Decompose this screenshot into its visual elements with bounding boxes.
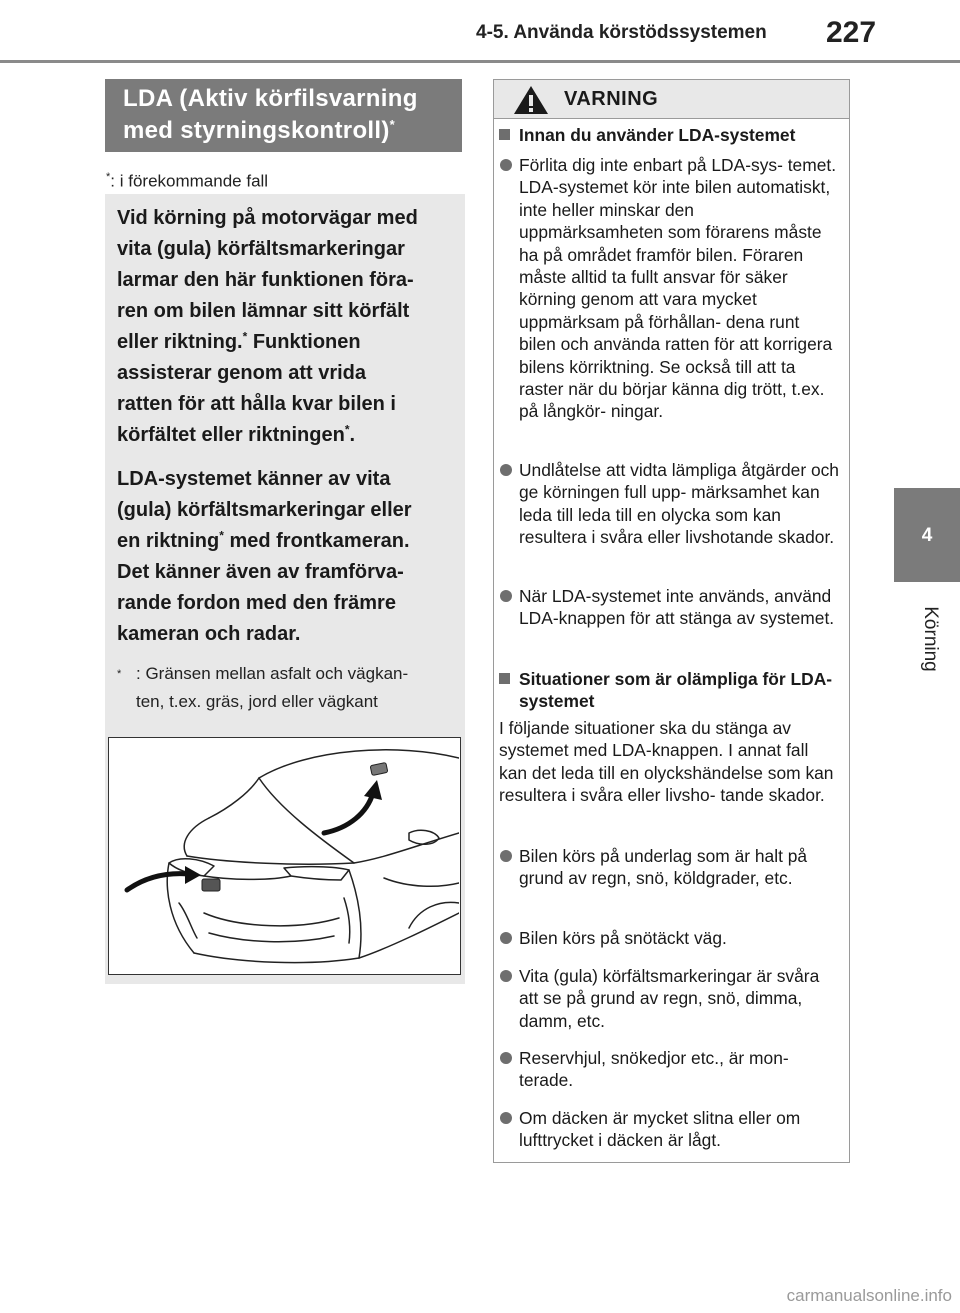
bullet-text: Vita (gula) körfältsmarkeringar är svåra att se på grund av regn, snö, dimma, damm, etc. (519, 966, 820, 1031)
intro-asterisk: * (242, 329, 248, 344)
intro-asterisk: * (219, 528, 224, 543)
footnote-asterisk: * (117, 668, 122, 680)
intro-line: kameran och radar. (117, 623, 301, 645)
boundary-footnote (117, 660, 457, 716)
page-number: 227 (826, 16, 877, 49)
chapter-label: Körning (920, 606, 941, 672)
chapter-tab (894, 488, 960, 582)
warning-bullet (499, 1047, 839, 1092)
warning-title: VARNING (564, 88, 659, 110)
bullet-icon (500, 932, 512, 944)
section-heading-line2: med styrningskontroll) (123, 117, 390, 144)
warning-bullet (499, 154, 839, 423)
intro-text: med frontkameran. (223, 530, 410, 552)
footnote-line: : Gränsen mellan asfalt och vägkan- (136, 664, 409, 683)
warning-bullet (499, 965, 839, 1032)
warning-subheading (499, 668, 839, 713)
car-camera-illustration (108, 737, 461, 975)
intro-asterisk: * (344, 422, 350, 437)
intro-line (117, 526, 457, 557)
windshield-camera-icon (370, 762, 388, 775)
warning-triangle-icon (512, 84, 550, 116)
bullet-text: Förlita dig inte enbart på LDA-sys- temet. LDA-systemet kör inte bilen automatiskt, inte heller minskar den uppmärksamheten som förarens måste ha på området framför bilen. Föraren måste alltid ta fullt ansvar för säker körning genom att vara mycket uppmärksam på förhållan- dena runt bilen och använda ratten för att korrigera bilens körriktning. Se också till att ta raster när du börjar känna dig trött, t.ex. på långkör- ningar. (519, 155, 837, 422)
bullet-icon (500, 159, 512, 171)
availability-footnote (106, 171, 268, 192)
intro-line: vita (gula) körfältsmarkeringar (117, 238, 405, 260)
car-front-drawing (109, 738, 459, 973)
bullet-icon (500, 590, 512, 602)
intro-line: LDA-systemet känner av vita (117, 468, 391, 490)
bullet-icon (500, 1112, 512, 1124)
intro-line: ratten för att hålla kvar bilen i (117, 393, 396, 415)
warning-header (494, 80, 849, 119)
bullet-icon (500, 850, 512, 862)
bullet-text: När LDA-systemet inte används, använd LDA-knappen för att stänga av systemet. (519, 586, 835, 629)
intro-line: assisterar genom att vrida (117, 362, 366, 384)
running-header-title: 4-5. Använda körstödssystemen (476, 22, 767, 43)
bullet-icon (500, 1052, 512, 1064)
bullet-icon (500, 464, 512, 476)
square-bullet-icon (499, 673, 510, 684)
intro-paragraph-2 (117, 464, 457, 650)
footnote-line: ten, t.ex. gräs, jord eller vägkant (136, 692, 378, 711)
bullet-text: Bilen körs på underlag som är halt på grund av regn, snö, köldgrader, etc. (519, 846, 808, 889)
footnote-marker: * (106, 171, 111, 183)
bullet-icon (500, 970, 512, 982)
intro-text: körfältet eller riktningen (117, 424, 345, 446)
footnote-text: : i förekommande fall (110, 171, 269, 191)
bullet-text: Undlåtelse att vidta lämpliga åtgärder och ge körningen full upp- märksamhet kan leda till leda till en olycka som kan resultera i svåra eller livshotande skador. (519, 460, 839, 548)
warning-bullet (499, 845, 839, 890)
chapter-number: 4 (921, 525, 933, 546)
bullet-text: Om däcken är mycket slitna eller om lufttrycket i däcken är lågt. (519, 1108, 801, 1151)
section-heading-line1: LDA (Aktiv körfilsvarning (123, 85, 418, 112)
intro-line (117, 420, 457, 451)
header-rule (0, 60, 960, 63)
arrow-icon (127, 866, 201, 890)
intro-line: larmar den här funktionen föra- (117, 269, 414, 291)
warning-bullet (499, 927, 839, 949)
intro-line: ren om bilen lämnar sitt körfält (117, 300, 410, 322)
warning-bullet (499, 459, 839, 549)
watermark: carmanualsonline.info (786, 1286, 952, 1305)
bullet-text: Bilen körs på snötäckt väg. (519, 928, 727, 948)
intro-text: eller riktning. (117, 331, 243, 353)
intro-line: Det känner även av framförva- (117, 561, 404, 583)
intro-paragraph-1 (117, 203, 457, 451)
intro-line (117, 327, 457, 358)
bullet-text: Reservhjul, snökedjor etc., är mon- terade. (519, 1048, 789, 1091)
warning-bullet (499, 1107, 839, 1152)
intro-line: Vid körning på motorvägar med (117, 207, 418, 229)
intro-text: Funktionen (247, 331, 361, 353)
footnote-marker (117, 660, 121, 693)
intro-line: (gula) körfältsmarkeringar eller (117, 499, 412, 521)
intro-line: rande fordon med den främre (117, 592, 396, 614)
warning-subheading (499, 124, 839, 146)
warning-bullet (499, 585, 839, 630)
section-heading (105, 79, 462, 152)
intro-text: . (349, 424, 356, 446)
heading-asterisk: * (389, 117, 395, 132)
subheading-text: Innan du använder LDA-systemet (519, 125, 796, 145)
warning-paragraph: I följande situationer ska du stänga av systemet med LDA-knappen. I annat fall kan det leda till en olyckshändelse som kan resultera i svåra eller livsho- tande skador. (499, 718, 834, 806)
intro-text: en riktning (117, 530, 220, 552)
front-camera-icon (202, 879, 220, 891)
subheading-text: Situationer som är olämpliga för LDA-systemet (519, 669, 833, 712)
square-bullet-icon (499, 129, 510, 140)
arrow-icon (324, 780, 382, 833)
